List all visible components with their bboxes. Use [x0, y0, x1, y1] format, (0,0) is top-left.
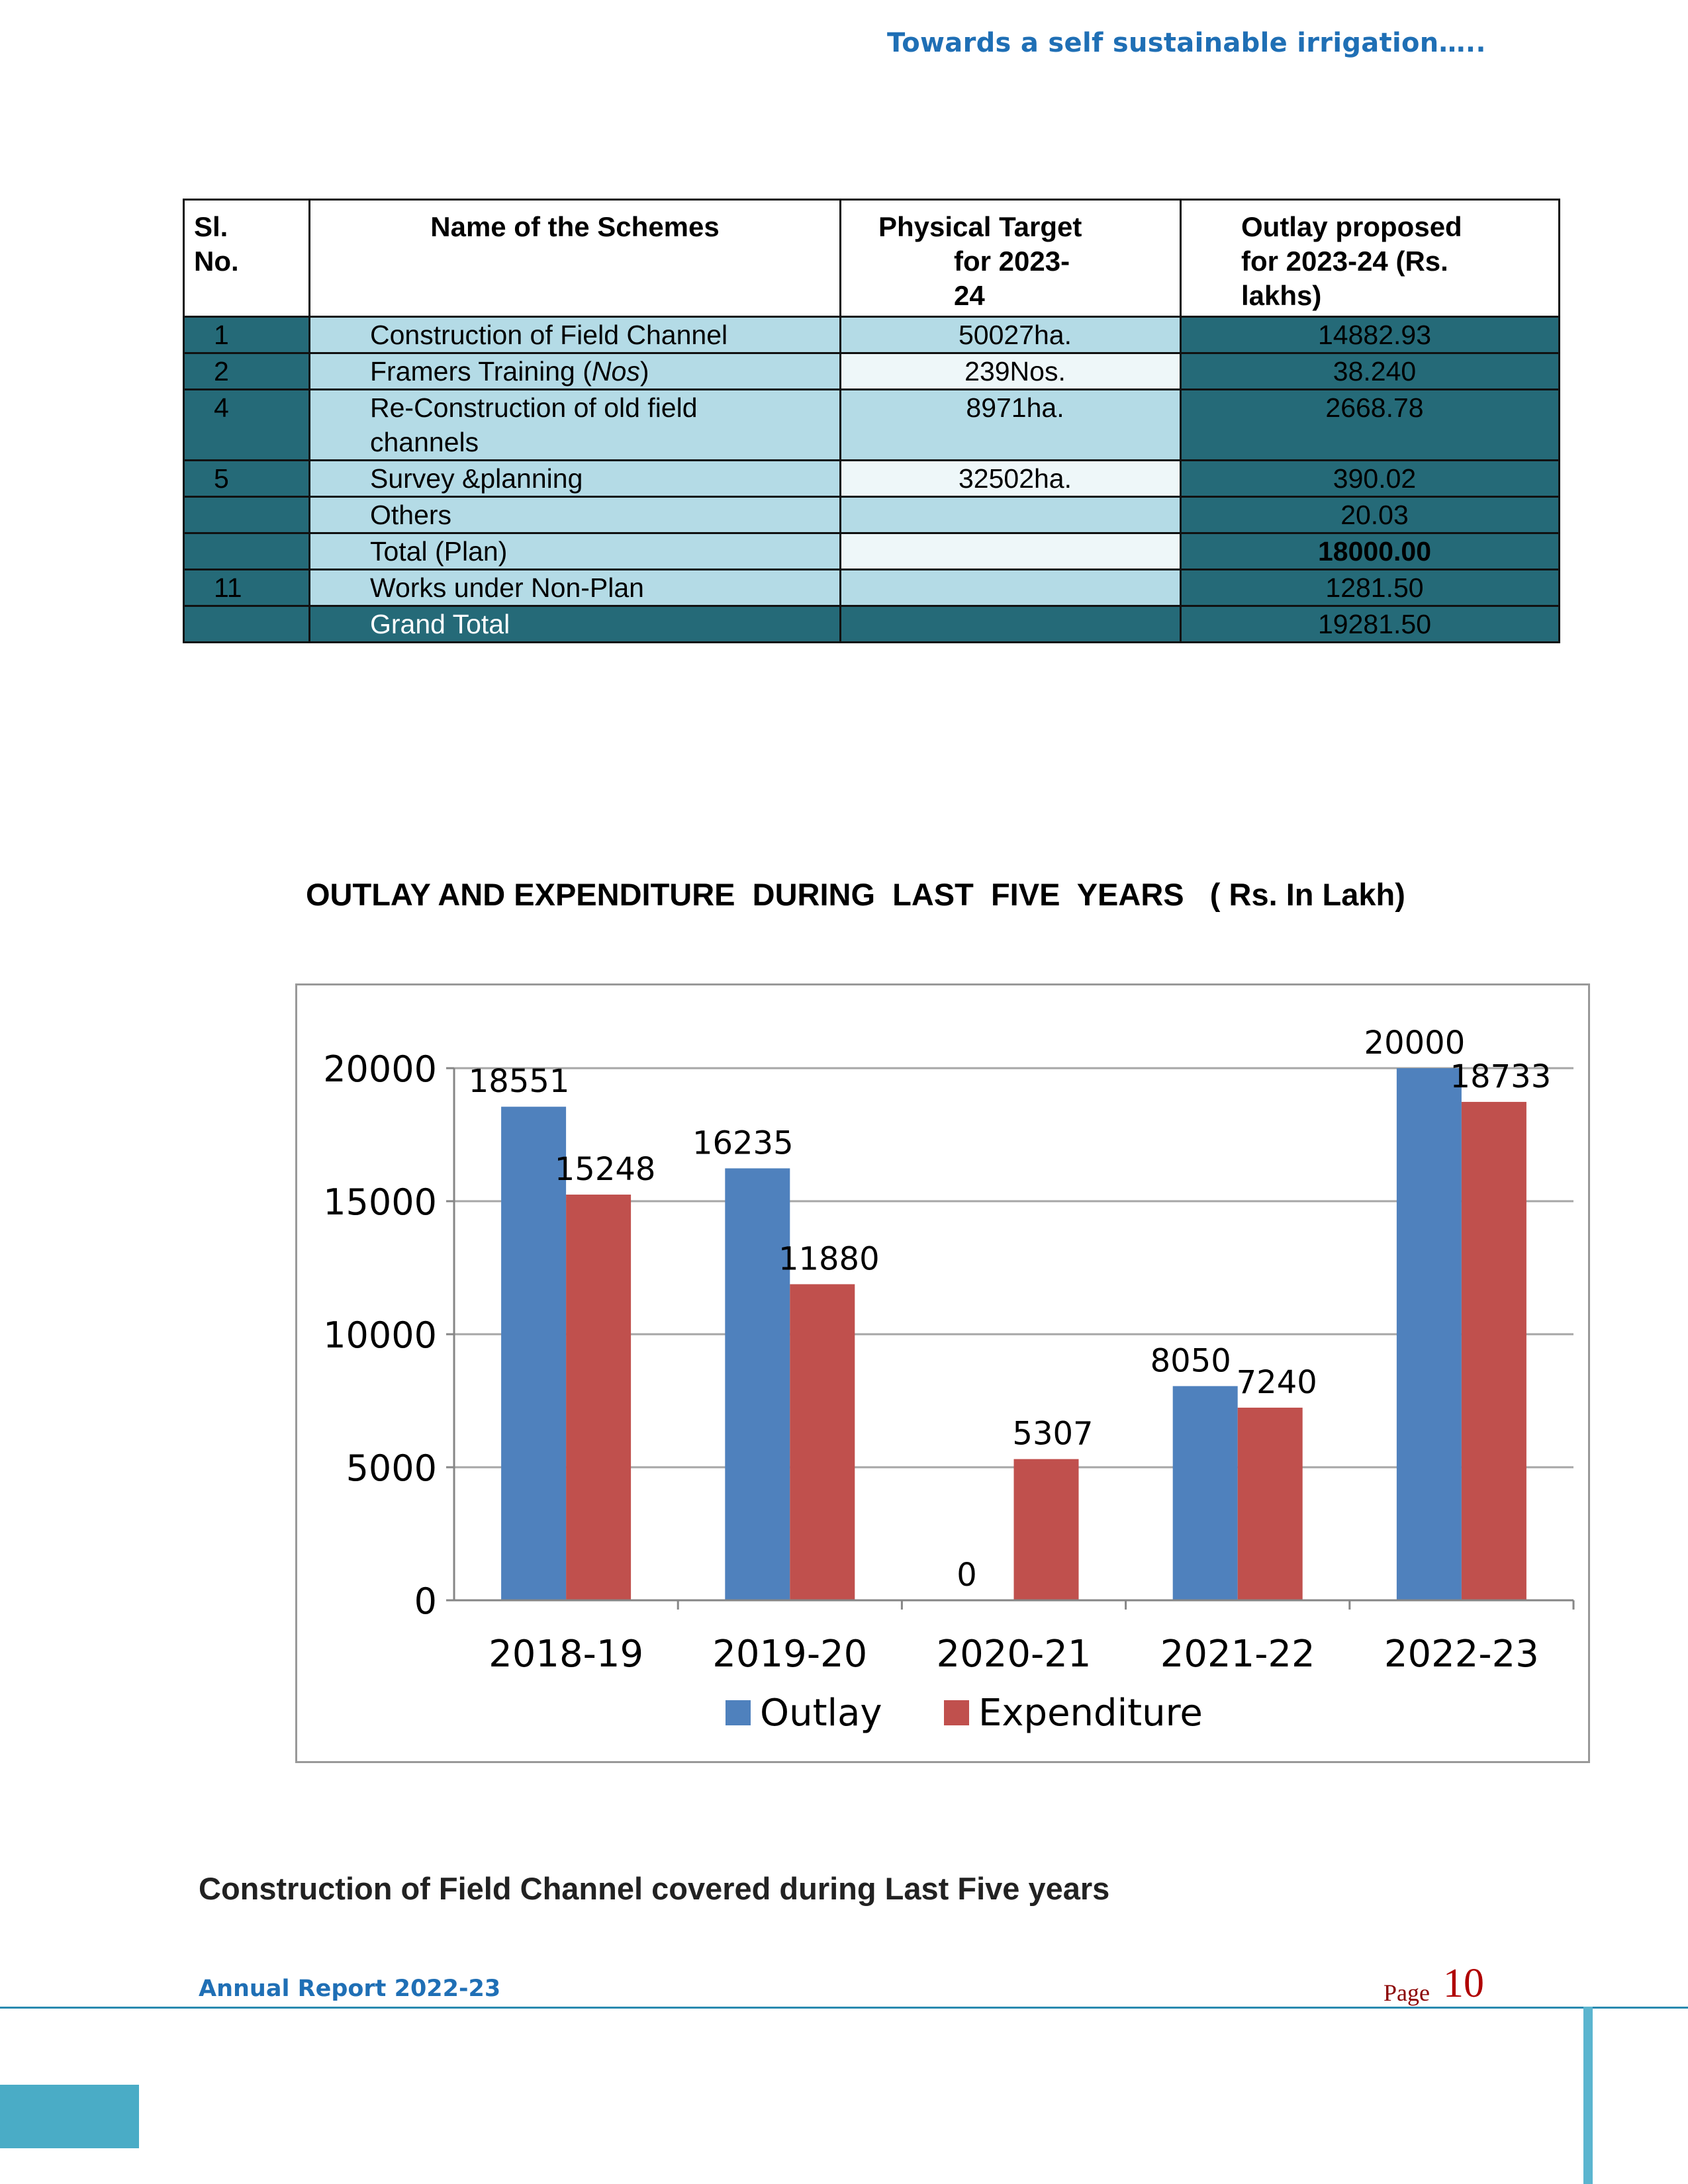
data-label: 5307: [1012, 1415, 1094, 1453]
scheme-name-line2: channels: [370, 427, 479, 457]
bar-outlay: [1397, 1068, 1462, 1600]
header-outlay-line3: lakhs): [1241, 280, 1322, 311]
data-label: 8050: [1150, 1342, 1231, 1380]
row-scheme-cell: Total (Plan): [310, 533, 841, 570]
legend-swatch-outlay: [726, 1700, 751, 1725]
y-tick-label: 0: [414, 1580, 437, 1622]
row-sl-cell: 5: [184, 461, 310, 497]
footer-page-number: 10: [1443, 1961, 1484, 2006]
footer-divider: [0, 2007, 1688, 2009]
row-outlay-cell: 38.240: [1181, 353, 1560, 390]
row-outlay-cell: 390.02: [1181, 461, 1560, 497]
table-row: [184, 606, 1560, 643]
scheme-name-part: ): [639, 356, 649, 387]
row-outlay-cell: 19281.50: [1181, 606, 1560, 643]
row-target-cell: [841, 533, 1181, 570]
section-heading: Construction of Field Channel covered during Last Five years: [199, 1871, 1110, 1906]
row-scheme-cell: [310, 353, 841, 390]
x-tick-label: 2021-22: [1160, 1633, 1315, 1676]
header-outlay-line2: for 2023-24 (Rs.: [1241, 246, 1448, 277]
header-target-line3: 24: [954, 280, 985, 311]
table-row: [184, 461, 1560, 497]
row-scheme-cell: Construction of Field Channel: [310, 317, 841, 353]
row-outlay-cell: 20.03: [1181, 497, 1560, 533]
x-tick-label: 2020-21: [936, 1633, 1092, 1676]
table-row: [184, 570, 1560, 606]
header-target-line1: Physical Target: [878, 211, 1082, 242]
row-outlay-cell: 14882.93: [1181, 317, 1560, 353]
row-target-cell: 8971ha.: [841, 390, 1181, 461]
chart-title: OUTLAY AND EXPENDITURE DURING LAST FIVE YEARS ( Rs. In Lakh): [306, 877, 1405, 912]
header-sl-no: Sl. No.: [184, 200, 310, 317]
data-label: 0: [957, 1557, 977, 1594]
bar-expenditure: [566, 1195, 631, 1600]
row-target-cell: [841, 570, 1181, 606]
table-row: [184, 353, 1560, 390]
row-outlay-cell: 18000.00: [1181, 533, 1560, 570]
legend-swatch-expenditure: [944, 1700, 969, 1725]
header-physical-target: [841, 200, 1181, 317]
report-tagline: Towards a self sustainable irrigation…..: [887, 28, 1486, 58]
data-label: 7240: [1236, 1363, 1317, 1401]
row-scheme-cell: Grand Total: [310, 606, 841, 643]
row-target-cell: [841, 606, 1181, 643]
header-scheme-name: Name of the Schemes: [310, 200, 841, 317]
header-outlay-proposed: [1181, 200, 1560, 317]
schemes-table: [183, 199, 1560, 643]
y-tick-label: 15000: [323, 1181, 437, 1223]
row-sl-cell: 11: [184, 570, 310, 606]
row-sl-cell: 1: [184, 317, 310, 353]
table-header-row: [184, 200, 1560, 317]
x-tick-label: 2018-19: [489, 1633, 644, 1676]
row-target-cell: 50027ha.: [841, 317, 1181, 353]
bar-expenditure: [1462, 1102, 1526, 1600]
table-row: [184, 390, 1560, 461]
y-tick-label: 10000: [323, 1314, 437, 1356]
row-scheme-cell: [310, 390, 841, 461]
data-label: 18733: [1450, 1058, 1552, 1095]
legend-label: Outlay: [760, 1692, 882, 1735]
row-scheme-cell: Others: [310, 497, 841, 533]
row-scheme-cell: Works under Non-Plan: [310, 570, 841, 606]
row-outlay-cell: 1281.50: [1181, 570, 1560, 606]
scheme-name-part: Framers Training (: [370, 356, 592, 387]
x-tick-label: 2019-20: [712, 1633, 868, 1676]
data-label: 15248: [554, 1151, 656, 1189]
bar-expenditure: [1238, 1408, 1303, 1600]
footer-corner-block: [0, 2085, 139, 2148]
y-tick-label: 5000: [346, 1447, 437, 1489]
bar-expenditure: [1014, 1459, 1079, 1600]
bar-outlay: [1173, 1386, 1238, 1600]
row-sl-cell: 4: [184, 390, 310, 461]
row-target-cell: 239Nos.: [841, 353, 1181, 390]
row-target-cell: [841, 497, 1181, 533]
row-sl-cell: 2: [184, 353, 310, 390]
row-scheme-cell: Survey &planning: [310, 461, 841, 497]
bar-expenditure: [790, 1284, 855, 1600]
data-label: 11880: [778, 1240, 880, 1278]
table-row: [184, 497, 1560, 533]
table-row: [184, 533, 1560, 570]
footer-vertical-accent: [1583, 2007, 1593, 2184]
row-target-cell: 32502ha.: [841, 461, 1181, 497]
y-tick-label: 20000: [323, 1048, 437, 1090]
header-outlay-line1: Outlay proposed: [1241, 211, 1462, 242]
row-outlay-cell: 2668.78: [1181, 390, 1560, 461]
footer-page-label: Page: [1383, 1979, 1430, 2006]
data-label: 16235: [692, 1124, 794, 1162]
header-target-line2: for 2023-: [954, 246, 1070, 277]
scheme-name-italic: Nos: [591, 356, 640, 387]
outlay-expenditure-chart: [295, 983, 1590, 1763]
data-label: 20000: [1364, 1024, 1466, 1062]
bar-outlay: [725, 1168, 790, 1600]
row-sl-cell: [184, 606, 310, 643]
x-tick-label: 2022-23: [1383, 1633, 1539, 1676]
row-sl-cell: [184, 533, 310, 570]
data-label: 18551: [468, 1063, 570, 1101]
legend-label: Expenditure: [978, 1692, 1203, 1735]
footer-report-title: Annual Report 2022-23: [199, 1976, 501, 2002]
table-row: [184, 317, 1560, 353]
scheme-name-line1: Re-Construction of old field: [370, 392, 698, 423]
row-sl-cell: [184, 497, 310, 533]
